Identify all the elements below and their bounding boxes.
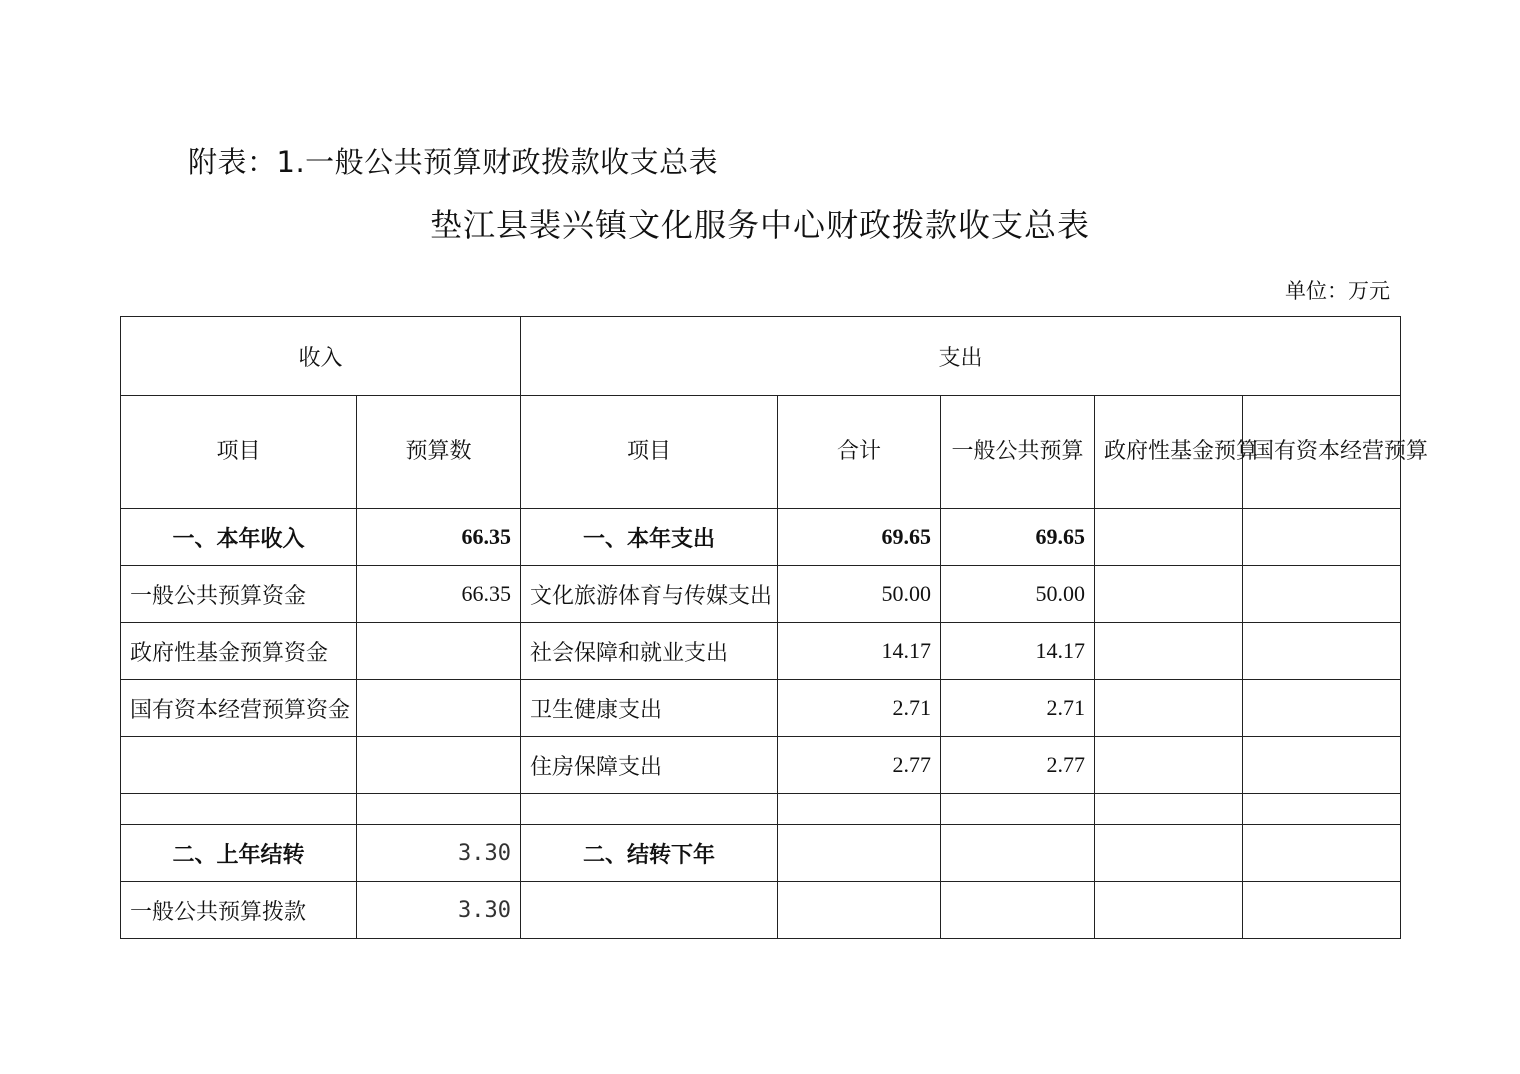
income-item-cell: 一、本年收入: [121, 509, 357, 566]
total-cell: [778, 794, 941, 825]
state-capital-cell: [1243, 509, 1401, 566]
state-capital-cell: [1243, 882, 1401, 939]
general-budget-cell: 69.65: [941, 509, 1095, 566]
gov-fund-cell: [1095, 737, 1243, 794]
state-capital-cell: [1243, 825, 1401, 882]
gov-fund-cell: [1095, 825, 1243, 882]
total-cell: 2.77: [778, 737, 941, 794]
income-item-cell: [121, 794, 357, 825]
general-budget-cell: 2.71: [941, 680, 1095, 737]
gov-fund-cell: [1095, 680, 1243, 737]
general-budget-cell: [941, 794, 1095, 825]
col-header-budget-amount: 预算数: [357, 396, 521, 509]
expense-item-cell: 二、结转下年: [521, 825, 778, 882]
total-cell: 2.71: [778, 680, 941, 737]
table-row: [121, 509, 1401, 566]
col-header-total: 合计: [778, 396, 941, 509]
income-amount-cell: 66.35: [357, 509, 521, 566]
budget-table: [120, 316, 1429, 939]
state-capital-cell: [1243, 737, 1401, 794]
total-cell: [778, 825, 941, 882]
unit-label: 单位：万元: [1285, 279, 1390, 303]
gov-fund-cell: [1095, 794, 1243, 825]
total-cell: [778, 882, 941, 939]
expense-item-cell: 社会保障和就业支出: [521, 623, 778, 680]
income-amount-cell: [357, 794, 521, 825]
income-item-cell: 国有资本经营预算资金: [121, 680, 357, 737]
income-amount-cell: [357, 680, 521, 737]
state-capital-cell: [1243, 566, 1401, 623]
expense-item-cell: 文化旅游体育与传媒支出: [521, 566, 778, 623]
expense-header: 支出: [521, 317, 1401, 396]
expense-item-cell: [521, 794, 778, 825]
table-row: [121, 882, 1401, 939]
general-budget-cell: [941, 882, 1095, 939]
income-amount-cell: 3.30: [357, 825, 521, 882]
income-amount-cell: 3.30: [357, 882, 521, 939]
expense-item-cell: 一、本年支出: [521, 509, 778, 566]
income-item-cell: 政府性基金预算资金: [121, 623, 357, 680]
general-budget-cell: 14.17: [941, 623, 1095, 680]
col-header-expense-item: 项目: [521, 396, 778, 509]
income-amount-cell: [357, 623, 521, 680]
gov-fund-cell: [1095, 623, 1243, 680]
page-title: 垫江县裴兴镇文化服务中心财政拨款收支总表: [429, 206, 1090, 244]
col-header-state-capital-budget: 国有资本经营预算: [1243, 396, 1401, 509]
income-item-cell: 一般公共预算拨款: [121, 882, 357, 939]
table-row: [121, 825, 1401, 882]
col-header-income-item: 项目: [121, 396, 357, 509]
expense-item-cell: 卫生健康支出: [521, 680, 778, 737]
income-item-cell: 二、上年结转: [121, 825, 357, 882]
gov-fund-cell: [1095, 509, 1243, 566]
total-cell: 69.65: [778, 509, 941, 566]
state-capital-cell: [1243, 680, 1401, 737]
general-budget-cell: 2.77: [941, 737, 1095, 794]
table-row-spacer: [121, 794, 1401, 825]
table-row: [121, 566, 1401, 623]
general-budget-cell: [941, 825, 1095, 882]
expense-item-cell: 住房保障支出: [521, 737, 778, 794]
income-item-cell: 一般公共预算资金: [121, 566, 357, 623]
total-cell: 14.17: [778, 623, 941, 680]
header-row-group: [121, 317, 1401, 396]
income-amount-cell: [357, 737, 521, 794]
gov-fund-cell: [1095, 566, 1243, 623]
total-cell: 50.00: [778, 566, 941, 623]
col-header-gov-fund-budget: 政府性基金预算: [1095, 396, 1243, 509]
table-row: [121, 680, 1401, 737]
appendix-label: 附表：1.一般公共预算财政拨款收支总表: [188, 145, 719, 179]
income-amount-cell: 66.35: [357, 566, 521, 623]
income-header: 收入: [121, 317, 521, 396]
state-capital-cell: [1243, 794, 1401, 825]
state-capital-cell: [1243, 623, 1401, 680]
table-row: [121, 623, 1401, 680]
general-budget-cell: 50.00: [941, 566, 1095, 623]
income-item-cell: [121, 737, 357, 794]
header-row-columns: [121, 396, 1401, 509]
table-row: [121, 737, 1401, 794]
gov-fund-cell: [1095, 882, 1243, 939]
col-header-general-budget: 一般公共预算: [941, 396, 1095, 509]
expense-item-cell: [521, 882, 778, 939]
